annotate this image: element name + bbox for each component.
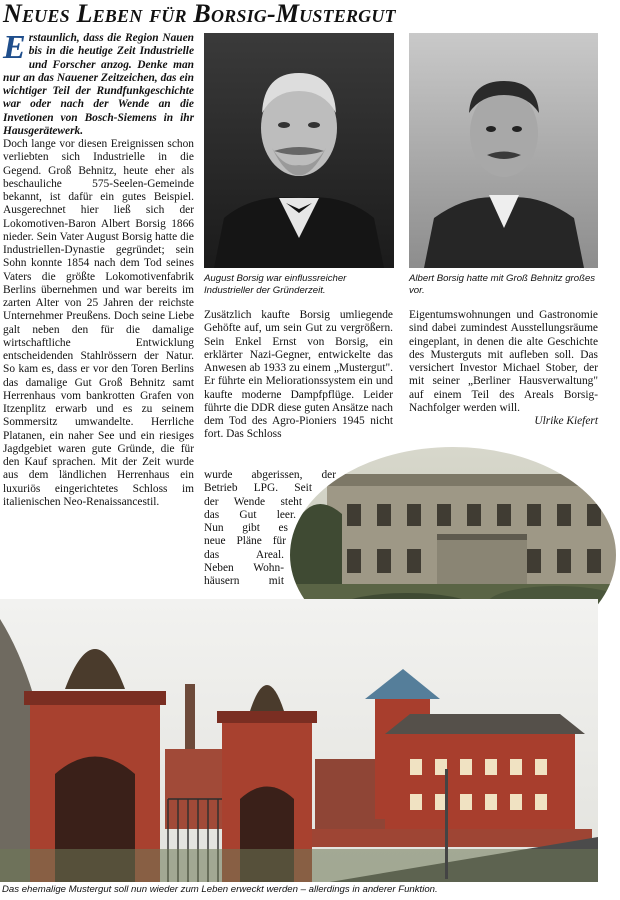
wrap-line: Nun gibt es bbox=[204, 522, 288, 534]
lead-paragraph bbox=[3, 29, 194, 138]
body-paragraph-2: Zusätzlich kaufte Borsig umliegende Gehöfte auf, um sein Gut zu vergrößern. Sein Enkel Ernst von Borsig, ein erklärter Nazi-Gegner, entwickelte das Anwesen ab 1933 zu einem „Mustergut". Er führte ein Meliorationssystem ein und kaufte moderne Dampfpflüge. Leider führte die DDR diese guten Ansätze nach dem Tod des Agro-Pioniers 1945 nicht fort. Das Schloss bbox=[204, 309, 393, 441]
caption-albert: Albert Borsig hatte mit Groß Behnitz großes vor. bbox=[409, 273, 596, 296]
caption-august: August Borsig war einflussreicher Industrieller der Gründerzeit. bbox=[204, 273, 347, 296]
dropcap: E bbox=[3, 29, 26, 66]
wrap-line: Neben Wohn- bbox=[204, 561, 284, 574]
portrait-albert-image bbox=[409, 33, 598, 268]
wrap-line: neue Pläne für bbox=[204, 535, 286, 548]
author-byline: Ulrike Kiefert bbox=[534, 415, 598, 427]
mustergut-image bbox=[0, 599, 598, 882]
portrait-august-borsig bbox=[204, 33, 394, 268]
lead-text: rstaunlich, dass die Region Nauen bis in die heutige Zeit Industrielle und Forscher anzog. Denke man nur an das Nauener Zeitzeichen, das ein wichtiger Teil der Rundfunkgeschichte war oder nach der Wende an die Invetionen von Bosch-Siemens in ihr Hausgerätewerk. bbox=[3, 32, 194, 137]
portrait-albert-borsig bbox=[409, 33, 598, 268]
mustergut-photo bbox=[0, 599, 598, 882]
wrap-line: häusern mit bbox=[204, 575, 284, 587]
portrait-august-image bbox=[204, 33, 394, 268]
body-paragraph-3: Eigentumswohnungen und Gastronomie sind dabei zumindest Ausstellungsräume eingeplant, in denen die alte Geschichte des Musterguts mit aufleben soll. Das versichert Investor Michael Stober, der mit seiner „Berliner Hausverwaltung" auf einem Teil des Areals Borsig-Nachfolger werden will. bbox=[409, 309, 598, 414]
wrap-line: der Wende steht bbox=[204, 495, 302, 508]
wrap-line: Betrieb LPG. Seit bbox=[204, 482, 312, 495]
wrap-line: wurde abgerissen, der bbox=[204, 469, 336, 481]
article-title: Neues Leben für Borsig-Mustergut bbox=[3, 0, 396, 28]
wrap-line: das Gut leer. bbox=[204, 508, 296, 521]
body-paragraph-1: Doch lange vor diesen Ereignissen schon verliebten sich Industrielle in die Gegend. Groß Behnitz, heute eher als beschauliche 575-Seelen-Gemeinde bekannt, ist dafür ein gutes Beispiel. Ausgerechnet hier ließ sich der Lokomotiven-Baron Albert Borsig 1866 nieder. Sein Vater August Borsig hatte die Industriellen-Dynastie gegründet; sein Sohn konnte 1854 nach dem Tod seines Vaters die größte Lokomotivenfabrik Berlins übernehmen und war bereits im zarten Alter von 25 Jahren der reichste Unternehmer Preußens. Doch seine Liebe galt neben den für die damalige wirtschaftliche Entwicklung entscheidenden Stahlrössern der Natur. So kam es, dass er vor den Toren Berlins das damalige Gut Groß Behnitz samt Herrenhaus vom bankrotten Grafen von Itzenplitz erwarb und es zu seinem Sommersitz umwandelte. Herrliche Platanen, ein naher See und ein riesiges Jagdgebiet waren gute Gründe, die für den Kauf sprachen. Mit der Zeit wurde aus dem ländlichen Herrenhaus ein luxuriös eingerichtetes Schloss im italienischen Neo-Renaissancestil. bbox=[3, 138, 194, 508]
wrap-line: das Areal. bbox=[204, 548, 284, 561]
column-1 bbox=[3, 29, 194, 509]
caption-bottom: Das ehemalige Mustergut soll nun wieder zum Leben erweckt werden – allerdings in anderer Funktion. bbox=[2, 884, 438, 895]
column-2 bbox=[204, 309, 393, 442]
column-3 bbox=[409, 309, 598, 428]
